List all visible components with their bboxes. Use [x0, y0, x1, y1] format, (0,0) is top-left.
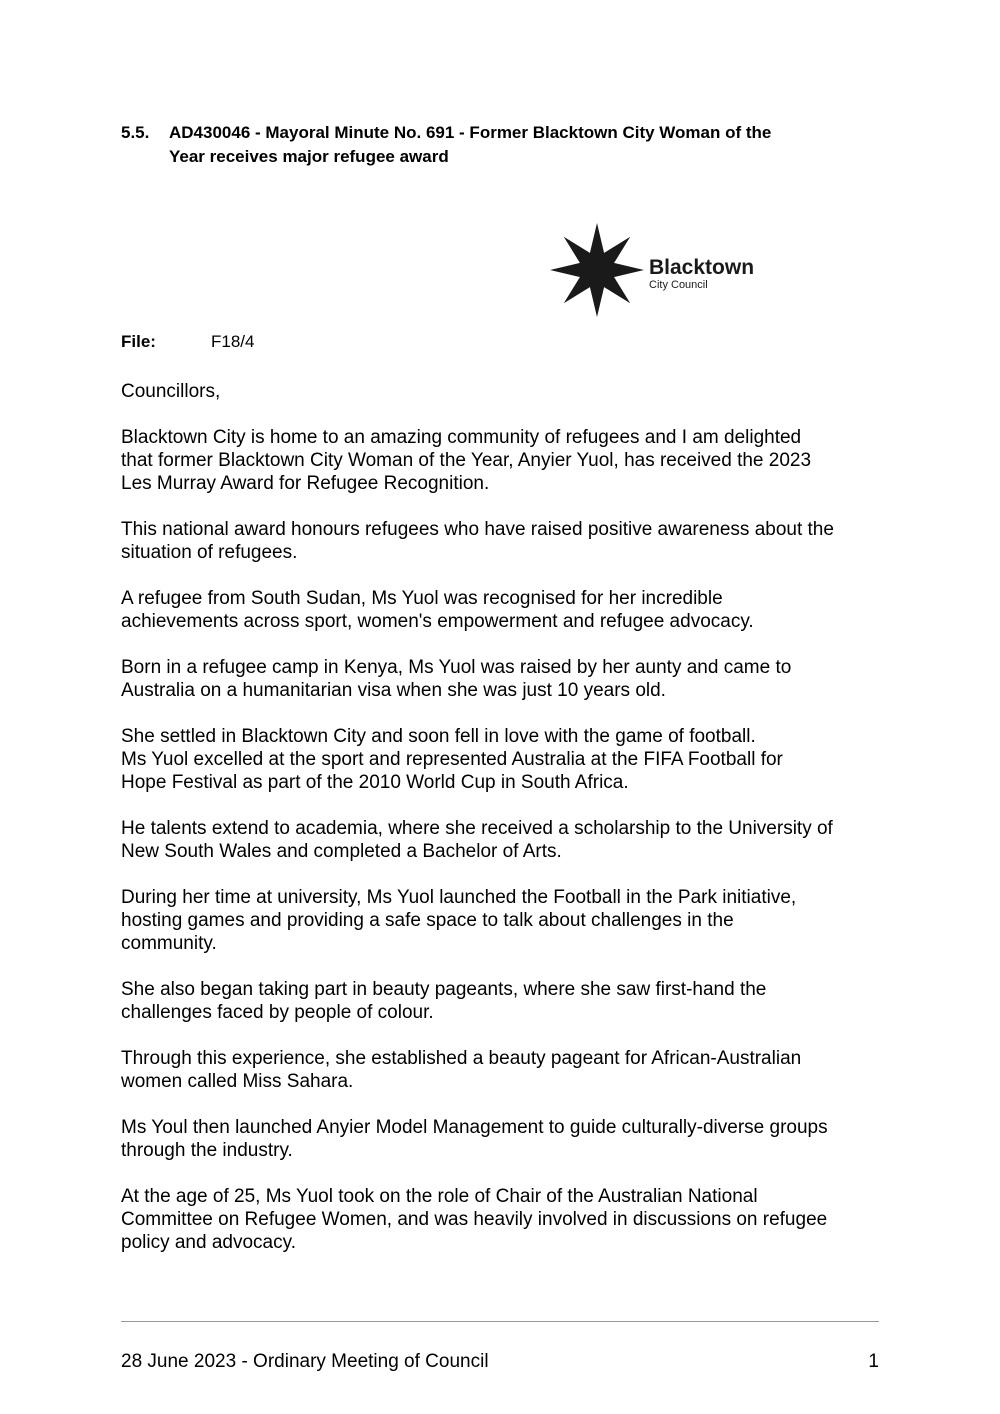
paragraph-line: New South Wales and completed a Bachelor of Arts. — [121, 841, 562, 862]
paragraph-line: community. — [121, 933, 217, 954]
paragraph-line: Through this experience, she established a beauty pageant for African-Australian — [121, 1048, 802, 1069]
paragraph-line: At the age of 25, Ms Yuol took on the role of Chair of the Australian National — [121, 1186, 758, 1207]
blacktown-logo — [545, 218, 767, 326]
body-paragraph — [121, 1116, 891, 1162]
paragraph-line: situation of refugees. — [121, 542, 298, 563]
star-logo-icon — [550, 223, 644, 317]
paragraph-line: achievements across sport, women's empowerment and refugee advocacy. — [121, 611, 754, 632]
page-number: 1 — [868, 1351, 879, 1372]
paragraph-line: During her time at university, Ms Yuol launched the Football in the Park initiative, — [121, 887, 797, 908]
paragraph-line: She settled in Blacktown City and soon fell in love with the game of football. — [121, 726, 756, 747]
item-heading — [121, 121, 881, 169]
paragraph-line: hosting games and providing a safe space to talk about challenges in the — [121, 910, 734, 931]
body-paragraph — [121, 725, 891, 794]
body-paragraph — [121, 518, 891, 564]
paragraph-line: Les Murray Award for Refugee Recognition. — [121, 473, 490, 494]
paragraph-line: Born in a refugee camp in Kenya, Ms Yuol was raised by her aunty and came to — [121, 657, 792, 678]
file-label: File: — [121, 332, 156, 351]
paragraph-line: Committee on Refugee Women, and was heavily involved in discussions on refugee — [121, 1209, 828, 1230]
body-paragraph — [121, 1185, 891, 1254]
item-title-line-1: AD430046 - Mayoral Minute No. 691 - Former Blacktown City Woman of the — [169, 123, 772, 142]
paragraph-line: that former Blacktown City Woman of the Year, Anyier Yuol, has received the 2023 — [121, 450, 812, 471]
paragraph-line: A refugee from South Sudan, Ms Yuol was recognised for her incredible — [121, 588, 723, 609]
body-paragraph — [121, 656, 891, 702]
paragraph-line: He talents extend to academia, where she received a scholarship to the University of — [121, 818, 833, 839]
body-paragraph — [121, 817, 891, 863]
paragraph-line: challenges faced by people of colour. — [121, 1002, 434, 1023]
paragraph-line: Australia on a humanitarian visa when she was just 10 years old. — [121, 680, 666, 701]
paragraph-line: Blacktown City is home to an amazing community of refugees and I am delighted — [121, 427, 802, 448]
salutation: Councillors, — [121, 381, 221, 402]
logo-name: Blacktown — [649, 256, 755, 279]
paragraph-line: She also began taking part in beauty pageants, where she saw first-hand the — [121, 979, 767, 1000]
file-value: F18/4 — [211, 332, 255, 351]
paragraph-line: This national award honours refugees who have raised positive awareness about the — [121, 519, 834, 540]
paragraph-line: Ms Yuol excelled at the sport and represented Australia at the FIFA Football for — [121, 749, 783, 770]
item-title-line-2: Year receives major refugee award — [169, 147, 449, 166]
body-paragraph — [121, 978, 891, 1024]
paragraph-line: Ms Youl then launched Anyier Model Management to guide culturally-diverse groups — [121, 1117, 828, 1138]
paragraph-line: through the industry. — [121, 1140, 293, 1161]
logo-subtitle: City Council — [649, 279, 708, 291]
paragraph-line: Hope Festival as part of the 2010 World Cup in South Africa. — [121, 772, 629, 793]
item-number: 5.5. — [121, 123, 150, 142]
file-reference — [121, 330, 254, 354]
body-paragraph — [121, 1047, 891, 1093]
minute-body — [121, 380, 891, 1277]
body-paragraph — [121, 587, 891, 633]
paragraph-line: women called Miss Sahara. — [121, 1071, 354, 1092]
footer-divider — [121, 1321, 879, 1322]
body-paragraph — [121, 426, 891, 495]
paragraph-line: policy and advocacy. — [121, 1232, 296, 1253]
body-paragraph — [121, 886, 891, 955]
footer-meeting: 28 June 2023 - Ordinary Meeting of Council — [121, 1351, 489, 1372]
paragraph-list — [121, 426, 891, 1254]
